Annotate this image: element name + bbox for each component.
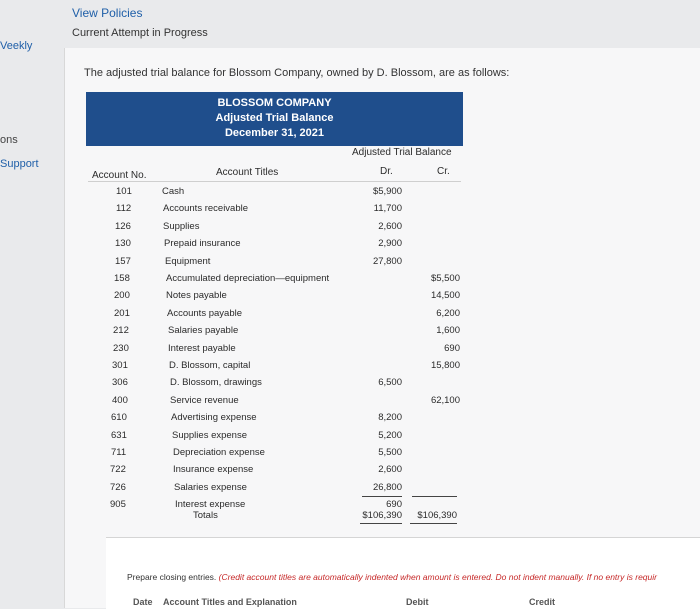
view-policies-link[interactable]: View Policies <box>72 6 143 20</box>
account-number: 722 <box>110 464 126 475</box>
credit-amount: 14,500 <box>430 290 460 301</box>
debit-amount: $5,900 <box>372 186 402 197</box>
account-title: Advertising expense <box>171 412 257 423</box>
account-title: Salaries expense <box>174 482 247 493</box>
account-number: 112 <box>116 203 132 214</box>
debit-amount: 6,500 <box>378 377 402 388</box>
debit-amount: 11,700 <box>373 203 402 214</box>
account-title: Service revenue <box>170 395 239 406</box>
trial-balance-header <box>86 92 463 146</box>
company-name: BLOSSOM COMPANY <box>217 97 332 109</box>
col-debit: Debit <box>406 597 429 607</box>
credit-amount: 62,100 <box>430 395 460 406</box>
header-divider <box>88 181 461 182</box>
account-number: 726 <box>110 482 126 493</box>
debit-amount: 2,600 <box>378 221 402 232</box>
account-title: Accounts receivable <box>163 203 249 214</box>
account-number: 905 <box>110 499 126 510</box>
debit-amount: 27,800 <box>372 256 402 267</box>
dr-total-rule <box>362 496 402 497</box>
col-date: Date <box>133 597 153 607</box>
account-number: 201 <box>114 308 130 319</box>
statement-date: December 31, 2021 <box>224 127 325 139</box>
cr-double-rule <box>410 523 457 524</box>
closing-prompt: Prepare closing entries. <box>127 572 217 582</box>
account-number: 130 <box>115 238 131 249</box>
credit-amount: 15,800 <box>430 360 460 371</box>
totals-label: Totals <box>193 510 218 521</box>
account-title: Interest payable <box>168 343 236 354</box>
account-title: Salaries payable <box>168 325 239 336</box>
account-title: Insurance expense <box>173 464 254 475</box>
credit-amount: 690 <box>444 343 460 354</box>
account-title: Supplies expense <box>172 430 247 441</box>
debit-amount: 690 <box>386 499 402 510</box>
rail-link-ons[interactable]: ons <box>0 134 18 146</box>
col-account-titles: Account Titles <box>216 167 279 178</box>
debit-amount: 2,600 <box>378 464 402 475</box>
debit-amount: 2,900 <box>378 238 402 249</box>
question-intro: The adjusted trial balance for Blossom Company, owned by D. Blossom, are as follows: <box>84 67 510 79</box>
account-title: Equipment <box>165 256 211 267</box>
cr-total-rule <box>412 496 457 497</box>
debit-amount: 5,500 <box>378 447 402 458</box>
closing-note: (Credit account titles are automatically indented when amount is entered. Do not indent manually. If no entry is requir <box>218 572 657 582</box>
account-title: Accounts payable <box>167 308 242 319</box>
debit-amount: 5,200 <box>378 430 402 441</box>
rail-link-support[interactable]: Support <box>0 158 39 170</box>
statement-title: Adjusted Trial Balance <box>215 112 334 124</box>
credit-amount: $5,500 <box>430 273 460 284</box>
group-header: Adjusted Trial Balance <box>352 147 452 158</box>
account-number: 631 <box>111 430 127 441</box>
account-number: 158 <box>114 273 130 284</box>
closing-instructions <box>127 572 657 582</box>
account-title: Supplies <box>163 221 200 232</box>
col-cr: Cr. <box>437 166 450 177</box>
account-number: 301 <box>112 360 128 371</box>
account-title: D. Blossom, capital <box>169 360 251 371</box>
account-number: 610 <box>111 412 127 423</box>
account-title: Depreciation expense <box>173 447 265 458</box>
credit-amount: 6,200 <box>436 308 460 319</box>
account-number: 126 <box>115 221 131 232</box>
account-number: 306 <box>112 377 128 388</box>
col-account-no: Account No. <box>92 170 147 181</box>
credit-amount: 1,600 <box>436 325 460 336</box>
account-number: 230 <box>113 343 129 354</box>
attempt-status: Current Attempt in Progress <box>72 27 208 39</box>
totals-dr: $106,390 <box>362 510 402 521</box>
account-number: 200 <box>114 290 130 301</box>
account-title: Notes payable <box>166 290 227 301</box>
account-title: D. Blossom, drawings <box>170 377 262 388</box>
col-dr: Dr. <box>380 166 393 177</box>
account-title: Accumulated depreciation—equipment <box>166 273 330 284</box>
account-title: Prepaid insurance <box>164 238 241 249</box>
account-number: 101 <box>116 186 132 197</box>
dr-double-rule <box>360 523 402 524</box>
account-title: Cash <box>162 186 185 197</box>
col-account-explanation: Account Titles and Explanation <box>163 597 297 607</box>
debit-amount: 8,200 <box>378 412 402 423</box>
totals-cr: $106,390 <box>417 510 457 521</box>
left-rail <box>0 0 60 608</box>
account-number: 157 <box>115 256 131 267</box>
account-title: Interest expense <box>175 499 246 510</box>
account-number: 711 <box>111 447 127 458</box>
col-credit: Credit <box>529 597 556 607</box>
account-number: 212 <box>113 325 129 336</box>
account-number: 400 <box>112 395 128 406</box>
rail-link-weekly[interactable]: Veekly <box>0 40 33 52</box>
debit-amount: 26,800 <box>372 482 402 493</box>
